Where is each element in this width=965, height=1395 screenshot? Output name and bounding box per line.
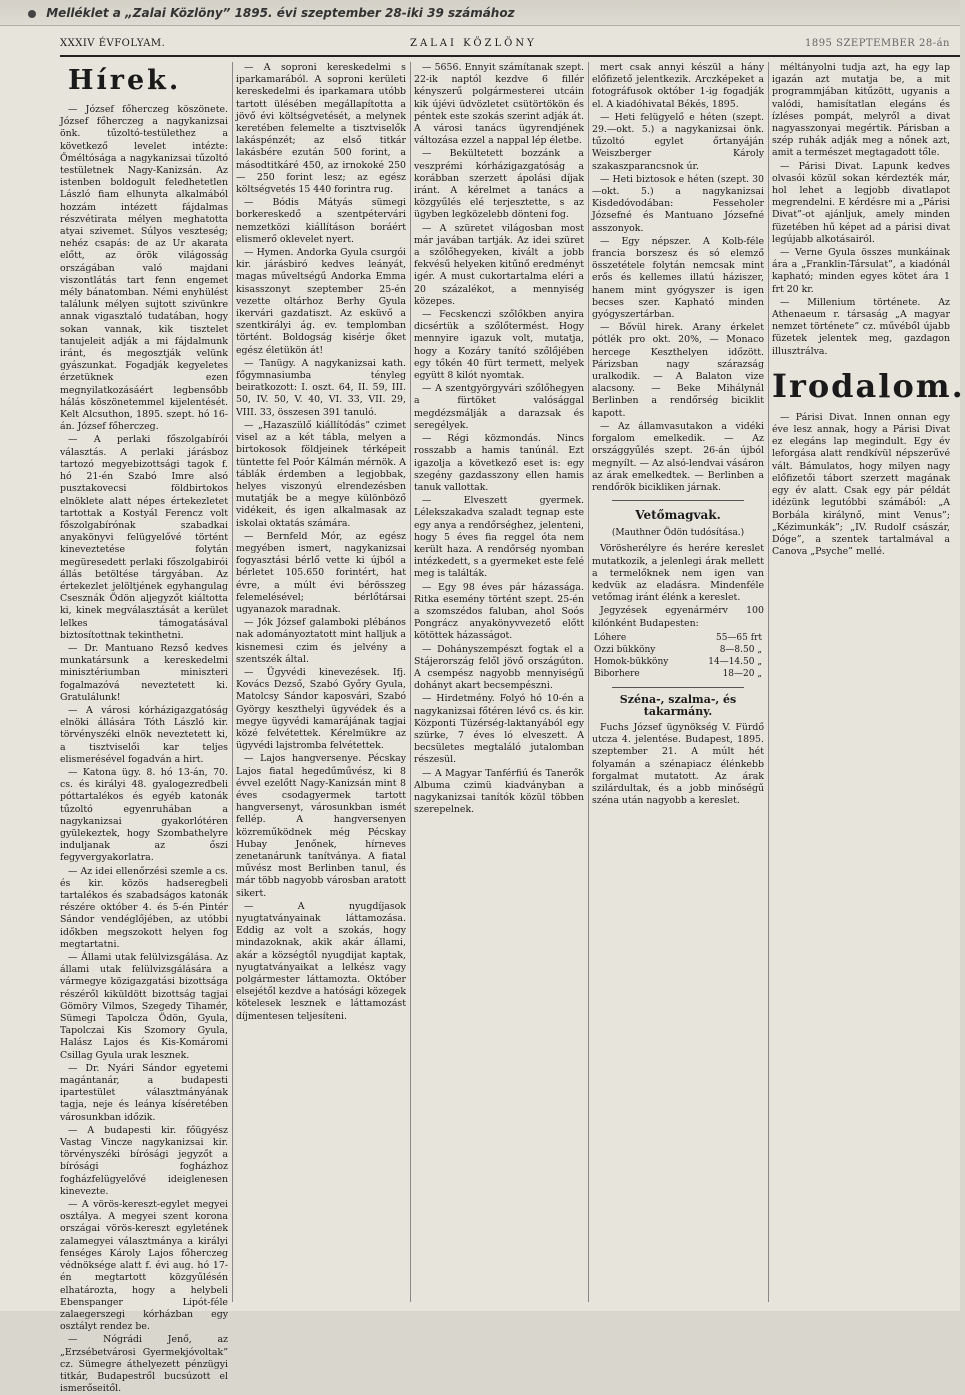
issue-date: 1895 SZEPTEMBER 28-án [804,38,950,49]
article: — Hirdetmény. Folyó hó 10-én a nagykanizsai főtéren lévő cs. és kir. Központi Tüzérség-laktanyából egy szürke, 7 éves ló elveszett. A becsületes megtaláló jutalomban részesül. [414,693,584,766]
article: — „Hazaszülő kiállítódás” czimet visel az a két tábla, melyen a birtokosok földjeinek térképeit tüntette fel Poór Kálmán mérnök. A táblák érdemben a legjobbak, helyes viszonyú elrendezésben mutatják be a megye különböző vidékeit, és igen alkalmasak az iskolai oktatás számára. [236,419,406,529]
price-value: 55—65 frt [715,632,762,643]
table-row [592,668,764,680]
bullet-icon [28,10,36,18]
article: — Tanügy. A nagykanizsai kath. főgymnasiumba tényleg beiratkozott: I. oszt. 64, II. 59, III. 50, IV. 50, V. 40, VI. 33, VII. 29, VIII. 33, összesen 391 tanuló. [236,357,406,418]
article: — Heti felügyelő e héten (szept. 29.—okt. 5.) a nagykanizsai önk. tűzoltó egylet őrtanyáján Weiszberger Károly szakaszparancsnok úr. [592,111,764,172]
running-header [60,36,960,52]
price-value: 18—20 „ [722,669,762,680]
price-item: Homok-bükköny [594,657,669,668]
seeds-report: Vörösherélyre és herére kereslet mutatkozik, a jelenlegi árak mellett a termelőknek nem igen van kedvük az eladásra. Mindenféle vetőmag iránt élénk a kereslet. [592,543,764,604]
article: — A budapesti kir. főügyész Vastag Vincze nagykanizsai kir. törvényszéki bírósági jegyzőt a bírósági fogházhoz fogházfelügyelővé ideiglenesen kinevezte. [60,1124,228,1197]
article: mert csak annyi készül a hány előfizető jelentkezik. Arczképeket a fotográfusok október 1-ig fogadják el. A kiadóhivatal Békés, 1895. [592,62,764,110]
article: — Az államvasutakon a vidéki forgalom emelkedik. — Az országgyűlés szept. 26-án újból megnyílt. — Az alsó-lendvai vásáron az árak emelkedtek. — Berlinben a rendőrök bicikliken járnak. [592,420,764,493]
column-5 [772,62,965,1302]
column-divider [232,62,233,1302]
article: — Ügyvédi kinevezések. Ifj. Kovács Dezső, Szabó Győry Gyula, Matolcsy Sándor kaposvári, Szabó György keszthelyi ügyvédek és a megye ügyvédi kamarájának tagjai közé felvétettek. Kérelmükre az ügyvédi lajstromba felvétettek. [236,666,406,752]
article: — A soproni kereskedelmi s iparkamarából. A soproni kerületi kereskedelmi és iparkamara utóbb tartott ülésében megállapította a jövő évi költségvetését, a melynek keretében felemelte a tisztviselők lakáspénzét; az első titkár lakásbére ezután 500 forint, a másodtitkáré 450, az irnokoké 250 — 250 forint lesz; az egész költségvetés 15 440 forintra rug. [236,62,406,196]
column-divider [768,62,769,1302]
section-rule [612,500,744,501]
article: — Lajos hangversenye. Pécskay Lajos fiatal hegedűművész, ki 8 évvel ezelőtt Nagy-Kanizsán mint 8 éves csodagyermek tartott hangversenyt, városunkban ismét fellép. A hangversenyen közreműködnek még Pécskay Hubay Jenőnek, hírneves zenetanárunk tanítványa. A fiatal művész most Berlinben tanul, és már több nagyobb városban aratott sikert. [236,753,406,899]
seeds-byline: (Mauthner Ödön tudósítása.) [611,528,745,539]
column-3 [414,62,584,1302]
article: — Régi közmondás. Nincs rosszabb a hamis tanúnál. Ezt igazolja a következő eset is: egy szegény gazdasszony ellen hamis tanuk vallottak. [414,433,584,493]
prices-title: Jegyzések egyenármérv 100 kilónként Budapesten: [592,605,764,629]
article: — Bódis Mátyás sümegi borkereskedő a szentpétervári nemzetközi kiállításon boráért elismerő oklevelet nyert. [236,197,406,245]
article: — Párisi Divat. Lapunk kedves olvasói közül sokan kérdezték már, hol lehet a legjobb divatlapot megrendelni. E kérdésre mi a „Párisi Divat”-ot ajánljuk, amely minden füzetében hű képet ad a párisi divat legújabb alkotásairól. [772,160,950,245]
column-2 [236,62,406,1302]
table-row [592,644,764,656]
article: — Hymen. Andorka Gyula csurgói kir. járásbiró kedves leányát, magas műveltségű Andorka Emma kisasszonyt szeptember 25-én vezette oltárhoz Berhy Gyula ikervári gazdatiszt. Az esküvő a szentkirályi ág. ev. templomban történt. Boldogság kisérje őket egész életükön át! [236,247,406,356]
article: — Dr. Mantuano Rezső kedves munkatársunk a kereskedelmi minisztériumban miniszteri fogalmazóvá neveztetett ki. Gratulálunk! [60,642,228,703]
price-value: 14—14.50 „ [708,657,762,668]
article: — A perlaki főszolgabírói választás. A perlaki járásboz tartozó megyebizottsági tagok f. hó 21-én Szabó Imre alsó pusztakovecsi földbirtokos elnöklete alatt népes értekezletet tartottak a Kostyál Ferencz volt főszolgabírónak szabadkai anyakönyvi felügyelővé történt kineveztetése folytán megüresedett perlaki főszolgabirói állás betöltése tárgyában. Az értekezlet jelöltjének egyhangulag Csesznák Ödön aljegyzőt kiáltotta ki, kinek megválasztását a kerület lelkes támogatásával biztosítottnak tekinthetni. [60,434,228,641]
price-item: Ozzi bükköny [594,644,656,655]
article: — Párisi Divat. Innen onnan egy éve lesz annak, hogy a Párisi Divat ez elegáns lap megindult. Egy év leforgása alatt rendkívül népszerűvé vált. Bámulatos, hogy milyen nagy előfizetői tábort szerzett magának egy év alatt. Csak egy pár példát idézünk legutóbbi számából: „A Borbála királynő, mint Venus”; „Kézimunkák”; „IV. Rudolf császár, Dóge”, a szentek tartalmával a Canova „Psyche” mellé. [772,411,950,558]
price-value: 8—8.50 „ [719,644,762,655]
column-1 [60,62,228,1395]
article: — A szüretet világosban most már javában tartják. Az idei szüret a szőlőhegyeken, kivált a jobb fekvésű helyeken kitűnő eredményt igér. A must cukortartalma eléri a 20 százalékot, a mennyiség közepes. [414,222,584,307]
article: — Jók József galamboki plébános nak adományoztatott mint halljuk a kisnemesi czim és jelvény a szentszék által. [236,617,406,665]
article: — A Magyar Tanférfiú és Tanerők Albuma czimü kiadványban a nagykanizsai tanítók közül többen szerepelnek. [414,767,584,816]
article: — A vörös-kereszt-egylet megyei osztálya. A megyei szent korona országai vörös-kereszt egyletének zalamegyei választmánya a királyi fenséges Károly Lajos főherczeg védnöksége alatt f. évi aug. hó 17-én megtartott közgyűlésén elhatározta, hogy a helybeli Ebenspanger Lipót-féle zalaegerszegi kórházban egy osztályt rendez be. [60,1199,228,1333]
supplement-banner [0,0,960,26]
article: — Bővül hirek. Arany érkelet pótlék pro okt. 20%, — Monaco hercege Keszthelyen időzött. Párizsban nagy szárazság uralkodik. — A Balaton vize alacsony. — Beke Mihálynál Berlinben a rendőrség biciklit kapott. [592,322,764,419]
article: — Az idei ellenőrzési szemle a cs. és kir. közös hadseregbeli tartalékos és szabadságos katonák részére október 4. és 5-én Pintér Sándor vendéglőjében, az utóbbi időkben megszokott helyen fog megtartatni. [60,865,228,950]
article: — Egy népszer. A Kolb-féle francia borszesz és só elemző összetétele folytán nemcsak mint erős és kellemes illatú háziszer, hanem mint gyógyszer is igen becses szer. Kapható minden gyógyszertárban. [592,235,764,321]
article: — A városi kórházigazgatóság elnöki állására Tóth László kir. törvényszéki elnök neveztetett ki, a tisztviselői kar teljes elismerésével fogadván a hirt. [60,704,228,765]
article: — Fecskenczi szőlőkben anyira dicsértük a szőlőtermést. Hogy mennyire igazuk volt, mutatja, hogy a Kozáry tanító szőlőjében egy tőkén 40 fürt termett, melyek együtt 8 kilót nyomtak. [414,309,584,382]
article: — 5656. Ennyit számítanak szept. 22-ik naptól kezdve 6 fillér kényszerű polgármesterei utcáin kik újévi üdvözletet csütörtökön és péntek este szokás szerint adják át. A városi tanács ügyrendjének változása ezzel a nappal lép életbe. [414,62,584,147]
header-rule [60,55,960,57]
column-4 [592,62,764,1302]
article: — Bekültetett bozzánk a veszprémi kórházigazgatóság a korábban szerzett ápolási díjak iránt. A kérelmet a tanács a közgyűlés elé terjesztette, s az ügyben legközelebb dönteni fog. [414,148,584,221]
section-rule [612,687,744,688]
article: — A nyugdíjasok nyugtatványainak láttamozása. Eddig az volt a szokás, hogy mindazoknak, akik akár állami, akár a községtől nyugdijat kaptak, nyugtatványaikat a lelkész vagy polgármester láttamozta. Október elsejétől kezdve a hatósági közegek kötelesek lesznek e láttamozást díjmentesen teljesíteni. [236,900,406,1022]
article: — Bernfeld Mór, az egész megyében ismert, nagykanizsai fogyasztási bérlő vette ki újból a bérletet 105.650 forintért, hat évre, a múlt évi bérösszeg felemelésével; bérlőtársai ugyanazok maradnak. [236,530,406,615]
article: — Verne Gyula összes munkáinak ára a „Franklin-Társulat”, a kiadónál kapható; minden egyes kötet ára 1 frt 20 kr. [772,247,950,295]
column-divider [588,62,589,1302]
literature-heading: Irodalom. [772,366,965,405]
article: — József főherczeg köszönete. József főherczeg a nagykanizsai önk. tűzoltó-testülethez a következő levelet intézte: Őméltósága a nagykanizsai tűzoltó testületnek Nagy-Kanizsán. Az istenben boldogult feledhetetlen László fiam elhunyta alkalmából hozzám intézett fájdalmas részvétirata mélyen meghatotta atyai szivemet. Súlyos veszteség; nehéz csapás: de az Ur akarata előtt, az örök világosság országában való majdani viszontlátás tart fenn engemet mély bánatomban. Némi enyhülést találunk mélyen sujtott szivünkre annak vigasztaló tudatában, hogy sokan vannak, kik tisztelet tanujeleit adják a mi fájdalmunk iránt, és megosztják velünk gyászunkat. Fogadják kegyeletes érzetüknek ezen megnyilatkozásáért legbensőbb hálás köszönetemmel kijelentését. Kelt Alcsuthon, 1895. szept. hó 16-án. József főherczeg. [60,104,228,433]
news-heading: Hírek. [68,65,182,96]
article: — A szentgyörgyvári szőlőhegyen a fürtöket valósággal megdézsmálják a darazsak és seregélyek. [414,383,584,431]
hay-market-report: Fuchs József ügynökség V. Fürdő utcza 4. jelentése. Budapest, 1895. szeptember 21. A múlt hét folyamán a szénapiacz élénkebb forgalmat mutatott. Az árak szilárdultak, és a jobb minőségű széna után nagyobb a kereslet. [592,721,764,807]
article: — Elveszett gyermek. Lélekszakadva szaladt tegnap este egy anya a rendőrséghez, jelenteni, hogy 5 éves fia reggel óta nem került haza. A rendőrség nyomban intézkedett, s a gyermeket este felé meg is találták. [414,495,584,580]
article: — Heti biztosok e héten (szept. 30—okt. 5.) a nagykanizsai Kisdedóvodában: Fesseholer Józsefné és Mantuano Józsefné asszonyok. [592,173,764,234]
newspaper-title: ZALAI KÖZLÖNY [410,38,537,49]
price-item: Biborhere [594,669,640,680]
hay-market-heading: Széna-, szalma-, és takarmány. [619,692,737,718]
banner-text: Melléklet a „Zalai Közlöny” 1895. évi szeptember 28-iki 39 számához [46,6,515,20]
article: — Millenium története. Az Athenaeum r. társaság „A magyar nemzet története” cz. művéből újabb füzetek jelentek meg, gazdagon illusztrálva. [772,296,950,357]
price-item: Lóhere [594,632,627,643]
table-row [592,632,764,644]
article: — Katona ügy. 8. hó 13-án, 70. cs. és királyi 48. gyalogezredbeli póttartalékos és egyéb katonák tűzoltó egyenruhában a nagykanizsai gyakorlótéren gyülekeztek, hogy Szombathelyre induljanak az őszi fegyvergyakorlatra. [60,766,228,864]
article: — Dohányszempészt fogtak el a Stájerország felől jövő országúton. A csempész nagyobb mennyiségű dohányt akart becsempészni. [414,643,584,692]
article: méltányolni tudja azt, ha egy lap igazán azt mutatja be, a mit programmjában kitűzött, ugyanis a valódi, hamisítatlan elegáns és ízléses pompát, melyről a divat nagyasszonyai megértik. Párisban a szép ruhák adják meg a nőnek azt, amit a természet megtagadott tőle. [772,62,950,159]
table-row [592,656,764,668]
volume-label: XXXIV ÉVFOLYAM. [60,38,166,49]
seeds-heading: Vetőmagvak. [635,508,721,523]
article: — Egy 98 éves pár házassága. Ritka esemény történt szept. 25-én a szomszédos faluban, ahol Soós Pongrácz anyakönyvvezető előtt kötöttek házasságot. [414,581,584,642]
seed-price-table [592,632,764,681]
column-divider [410,62,411,1302]
article: — Dr. Nyári Sándor egyetemi magántanár, a budapesti ipartestület választmányának tagja, neje és leánya kíséretében városunkban időzik. [60,1062,228,1123]
article: — Nógrádi Jenő, az „Erzsébetvárosi Gyermekjóvoltak” cz. Sümegre áthelyezett pénzügyi titkár, Budapestről bucsúzott el ismerőseitől. [60,1334,228,1395]
article: — Állami utak felülvizsgálása. Az állami utak felülvizsgálására a vármegye közigazgatási bizottsága részéről kiküldött bizottság tagjai Gömöry Vilmos, Szegedy Tihamér, Sümegi Tapolcza Ödön, Gyula, Tapolczai Kis Szomory Gyula, Halász Lajos és Kis-Komáromi Csillag Gyula urak lesznek. [60,952,228,1061]
